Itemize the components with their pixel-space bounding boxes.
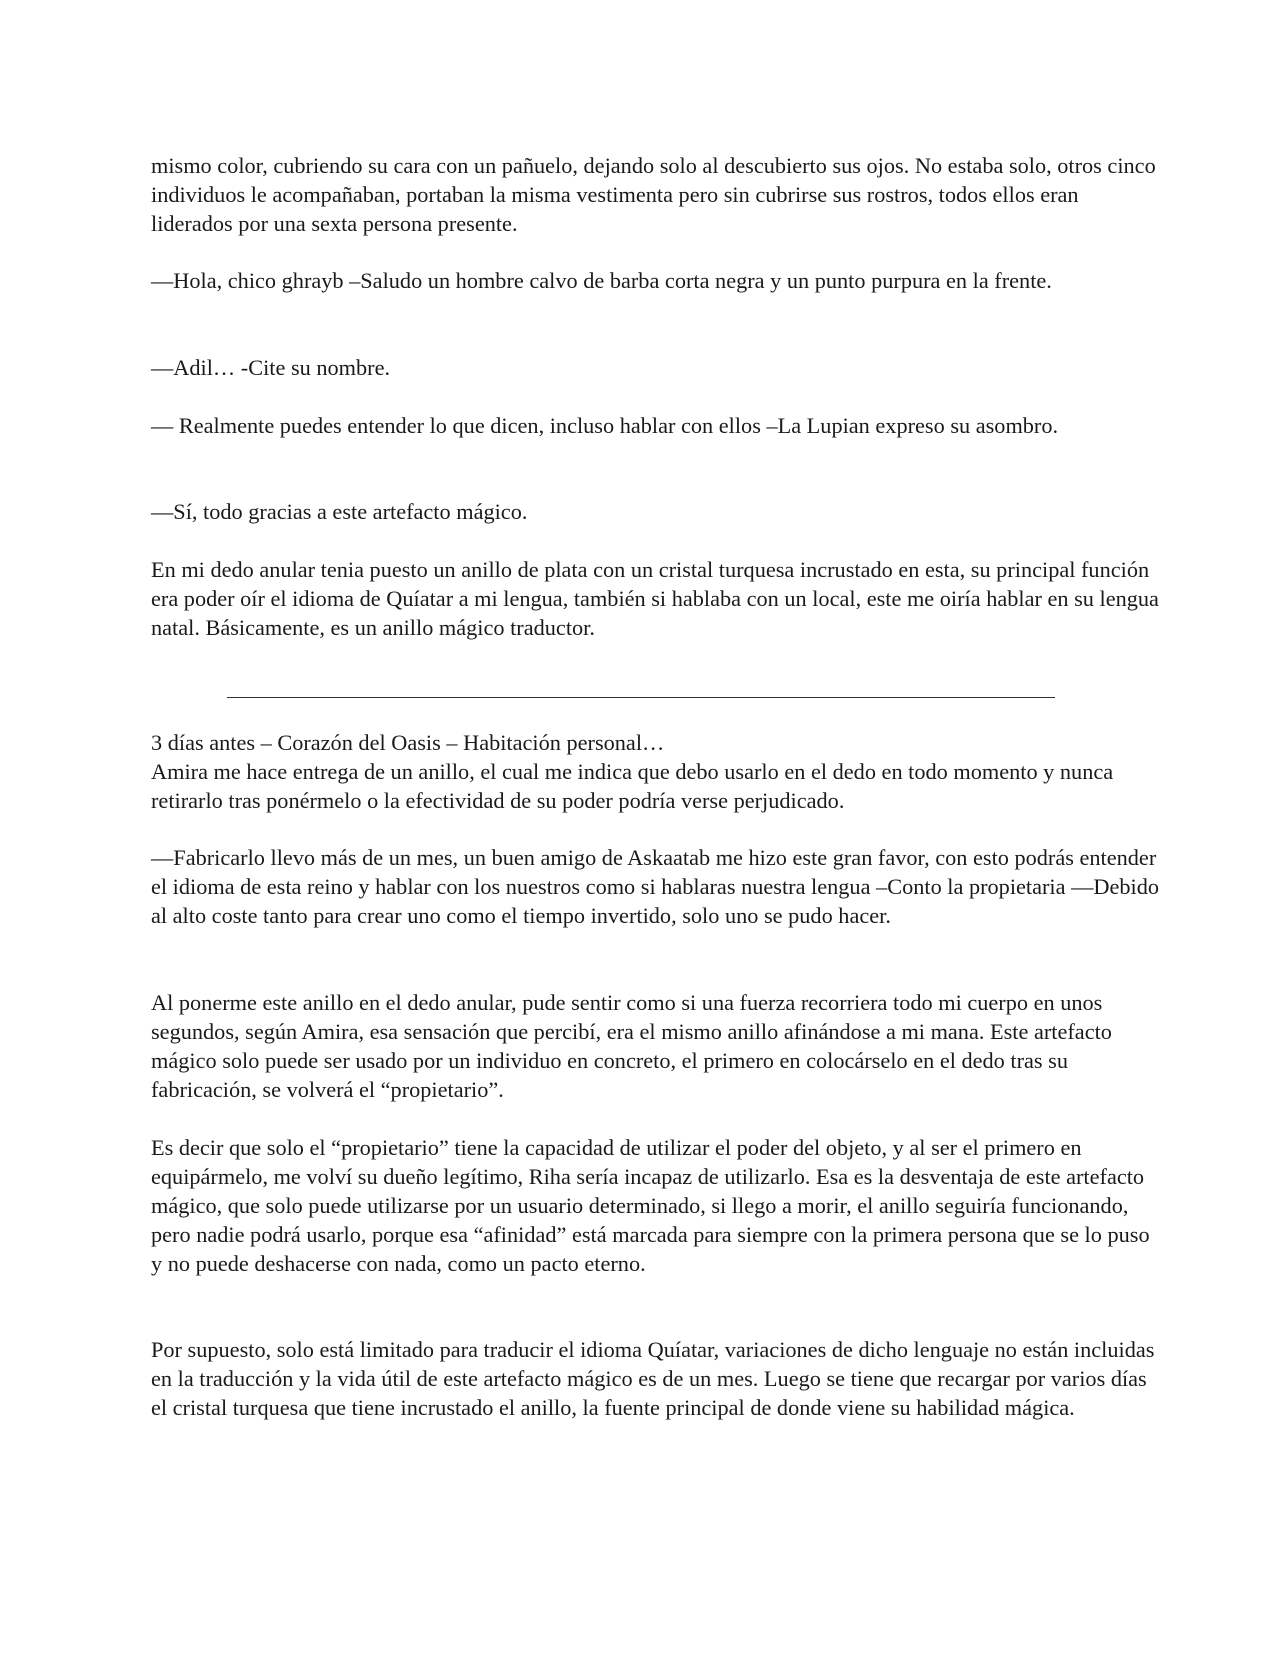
paragraph-limits: Por supuesto, solo está limitado para traducir el idioma Quíatar, variaciones de dicho lenguaje no están incluidas en la traducción y la vida útil de este artefacto mágico es de un mes. Luego se tiene que recargar por varios días el cristal turquesa que tiene incrustado el anillo, la fuente principal de donde viene su habilidad mágica. bbox=[151, 1337, 1155, 1420]
paragraph-ring: En mi dedo anular tenia puesto un anillo de plata con un cristal turquesa incrustado en esta, su principal función era poder oír el idioma de Quíatar a mi lengua, también si hablaba con un local, este me oiría hablar en su lengua natal. Básicamente, es un anillo mágico traductor. bbox=[151, 557, 1159, 640]
dialogue-greeting: —Hola, chico ghrayb –Saludo un hombre calvo de barba corta negra y un punto purpura en la frente. bbox=[151, 268, 1052, 293]
dialogue-lupian: — Realmente puedes entender lo que dicen, incluso hablar con ellos –La Lupian expreso su asombro. bbox=[151, 413, 1059, 438]
paragraph-owner: Es decir que solo el “propietario” tiene la capacidad de utilizar el poder del objeto, y al ser el primero en equipármelo, me volví su dueño legítimo, Riha sería incapaz de utilizarlo. Esa es la desventaja de este artefacto mágico, que solo puede utilizarse por un usuario determinado, si llego a morir, el anillo seguiría funcionando, pero nadie podrá usarlo, porque esa “afinidad” está marcada para siempre con la primera persona que se lo puso y no puede deshacerse con nada, como un pacto eterno. bbox=[151, 1135, 1150, 1276]
dialogue-artifact: —Sí, todo gracias a este artefacto mágico. bbox=[151, 499, 528, 524]
dialogue-fabrication: —Fabricarlo llevo más de un mes, un buen amigo de Askaatab me hizo este gran favor, con esto podrás entender el idioma de esta reino y hablar con los nuestros como si hablaras nuestra lengua –Conto la propietaria —Debido al alto coste tanto para crear uno como el tiempo invertido, solo uno se pudo hacer. bbox=[151, 845, 1160, 928]
dialogue-name: —Adil… -Cite su nombre. bbox=[151, 355, 391, 380]
section-divider bbox=[227, 697, 1055, 698]
paragraph-attunement: Al ponerme este anillo en el dedo anular, pude sentir como si una fuerza recorriera todo mi cuerpo en unos segundos, según Amira, esa sensación que percibí, era el mismo anillo afinándose a mi mana. Este artefacto mágico solo puede ser usado por un individuo en concreto, el primero en colocárselo en el dedo tras su fabricación, se volverá el “propietario”. bbox=[151, 990, 1112, 1102]
paragraph-description: mismo color, cubriendo su cara con un pañuelo, dejando solo al descubierto sus ojos. No estaba solo, otros cinco individuos le acompañaban, portaban la misma vestimenta pero sin cubrirse sus rostros, todos ellos eran liderados por una sexta persona presente. bbox=[151, 153, 1156, 236]
scene-heading: 3 días antes – Corazón del Oasis – Habitación personal… bbox=[151, 730, 665, 755]
flashback-section bbox=[151, 728, 1161, 815]
paragraph-amira: Amira me hace entrega de un anillo, el cual me indica que debo usarlo en el dedo en todo momento y nunca retirarlo tras ponérmelo o la efectividad de su poder podría verse perjudicado. bbox=[151, 759, 1114, 813]
